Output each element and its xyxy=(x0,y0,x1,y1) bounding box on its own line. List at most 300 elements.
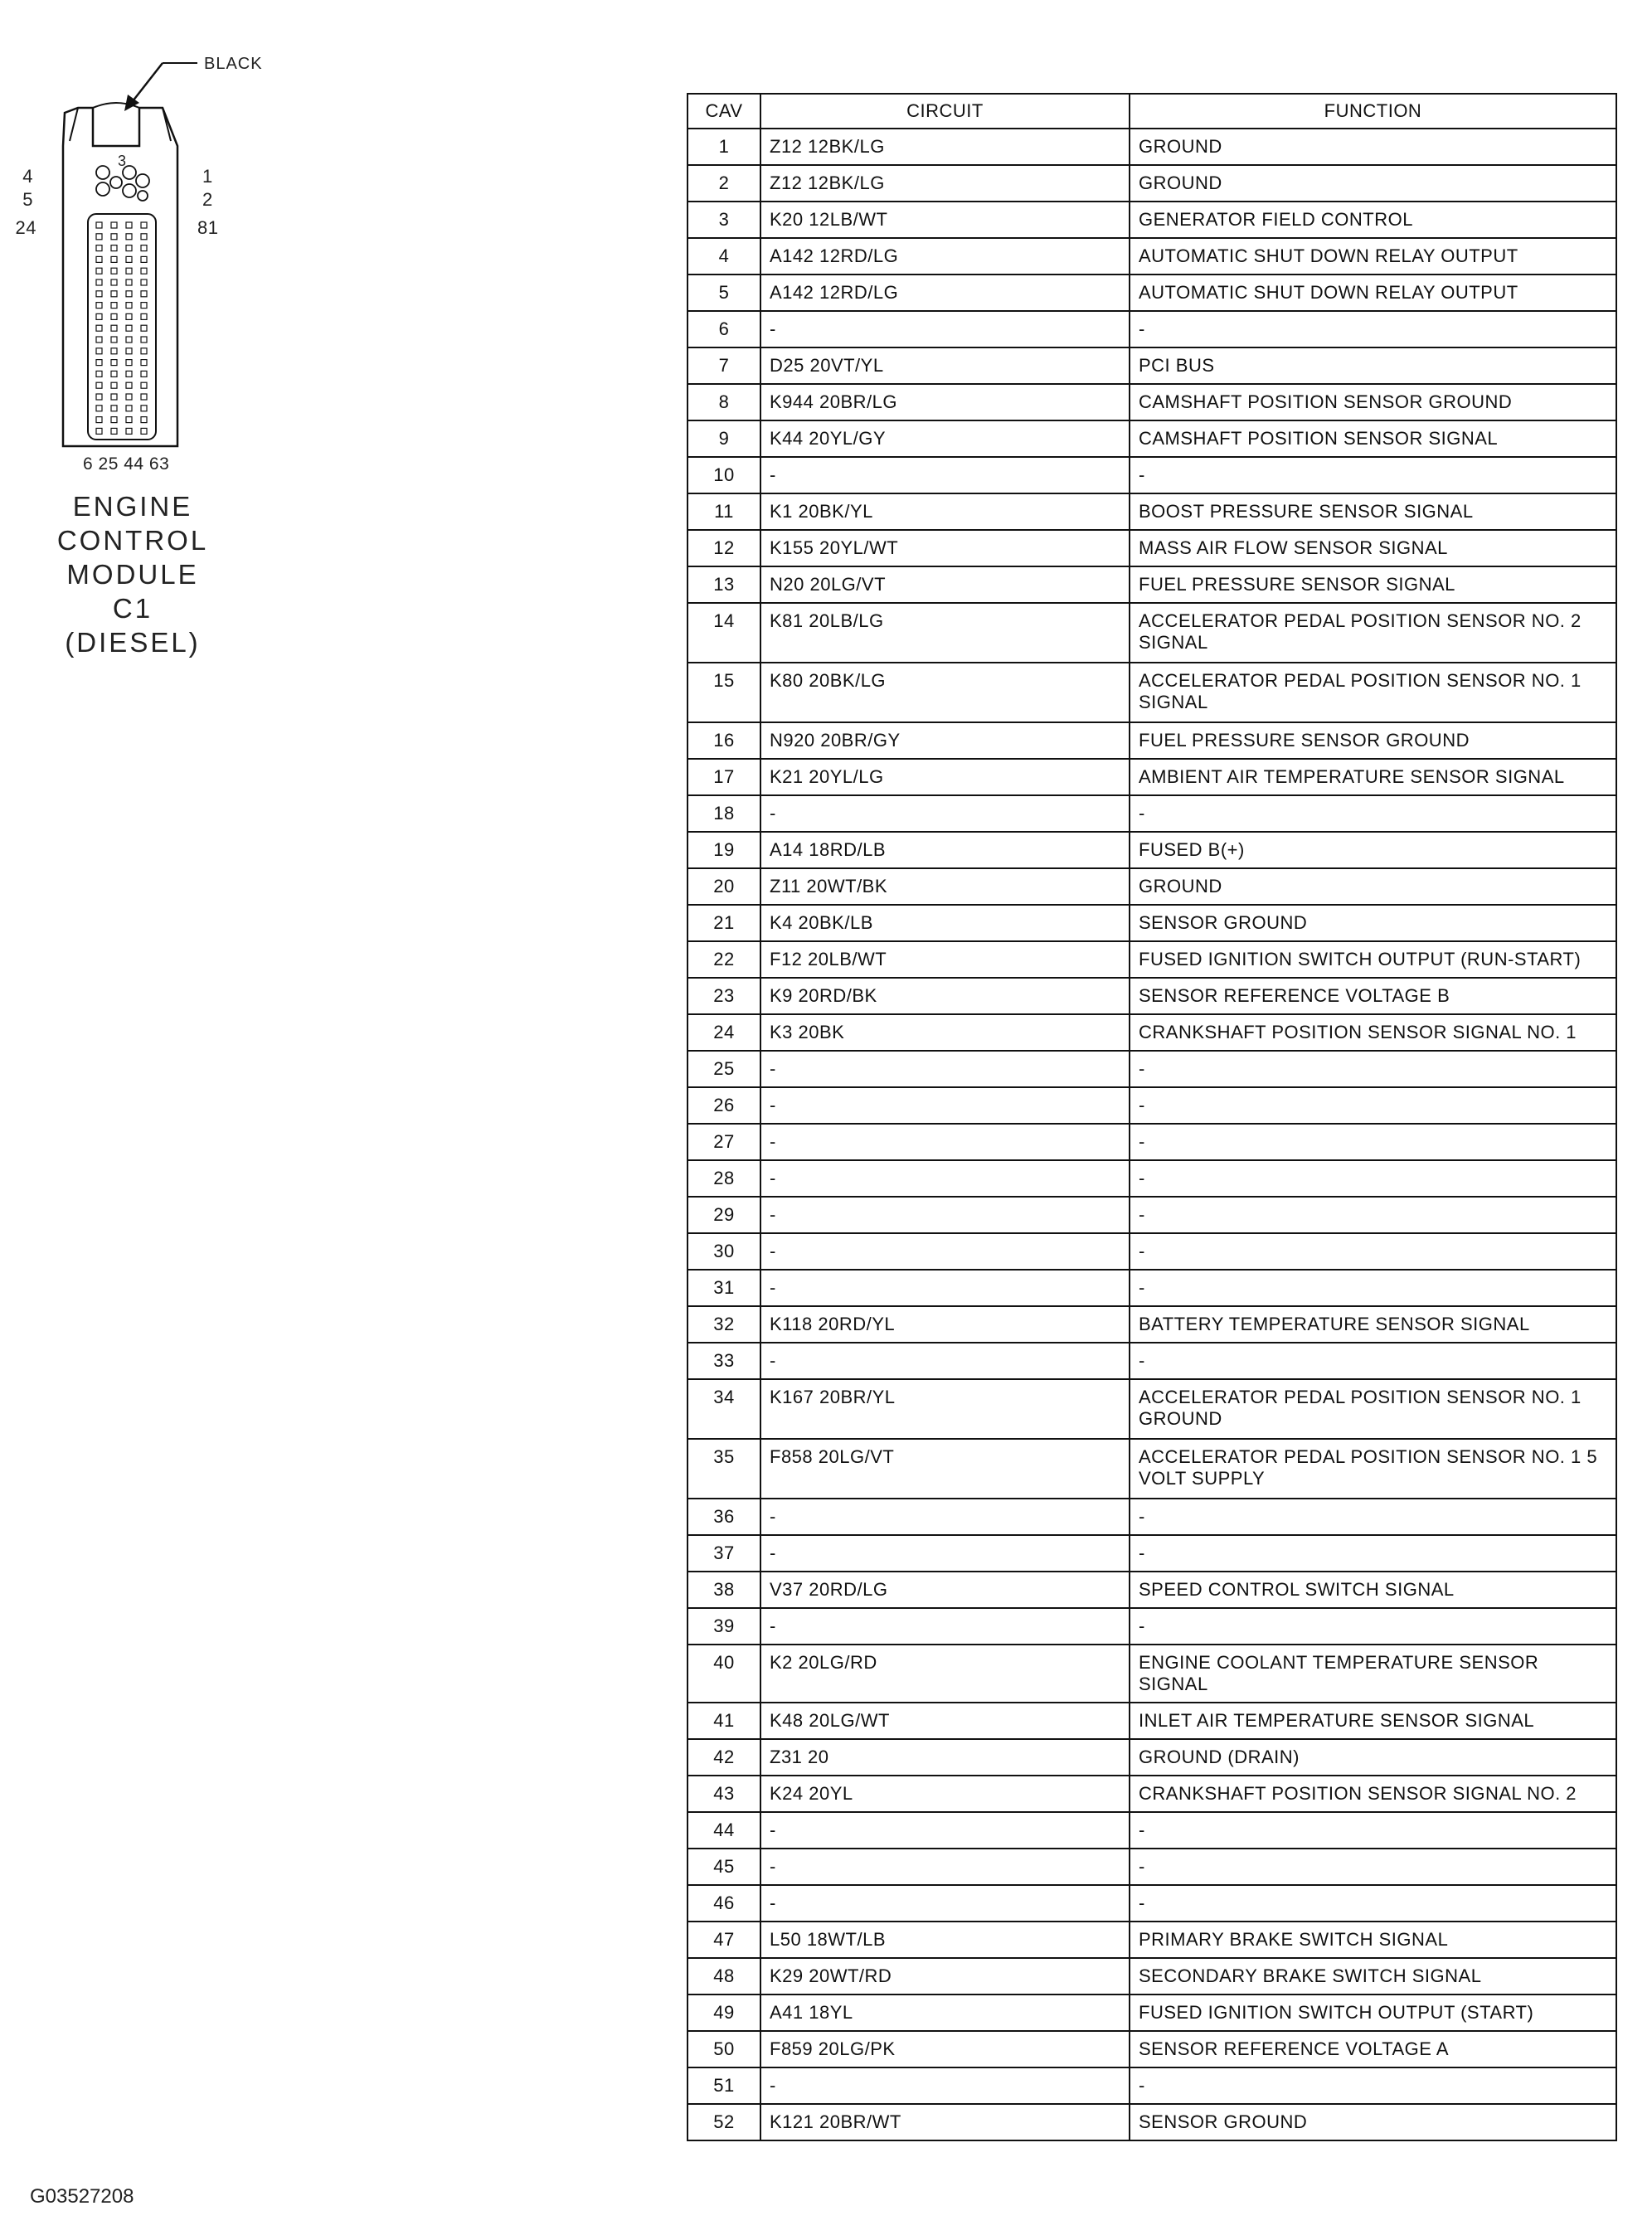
circuit-cell: K81 20LB/LG xyxy=(760,603,1130,663)
function-cell: BATTERY TEMPERATURE SENSOR SIGNAL xyxy=(1130,1306,1616,1343)
header-function: FUNCTION xyxy=(1130,94,1616,129)
table-row xyxy=(688,530,1616,566)
table-row xyxy=(688,1124,1616,1160)
cavity-terminal xyxy=(111,394,117,400)
table-row xyxy=(688,566,1616,603)
table-row xyxy=(688,2067,1616,2104)
connector-color-label: BLACK xyxy=(204,55,263,73)
circuit-cell: - xyxy=(760,1343,1130,1379)
cavity-terminal xyxy=(96,337,102,343)
cavity-terminal xyxy=(96,371,102,377)
function-cell: CRANKSHAFT POSITION SENSOR SIGNAL NO. 1 xyxy=(1130,1014,1616,1051)
table-row xyxy=(688,795,1616,832)
circuit-cell: N20 20LG/VT xyxy=(760,566,1130,603)
cav-cell: 10 xyxy=(688,457,760,493)
cav-cell: 43 xyxy=(688,1776,760,1812)
function-cell: - xyxy=(1130,1233,1616,1270)
function-cell: - xyxy=(1130,1343,1616,1379)
table-row xyxy=(688,275,1616,311)
cav-cell: 50 xyxy=(688,2031,760,2067)
function-cell: GROUND xyxy=(1130,129,1616,165)
cavity-terminal xyxy=(111,291,117,297)
function-cell: - xyxy=(1130,457,1616,493)
cavity-terminal xyxy=(126,268,132,274)
cavity-terminal xyxy=(111,325,117,331)
table-row xyxy=(688,1739,1616,1776)
circuit-cell: - xyxy=(760,1124,1130,1160)
cavity-terminal xyxy=(141,337,147,343)
cavity-terminal xyxy=(141,291,147,297)
cav-cell: 9 xyxy=(688,420,760,457)
cav-cell: 25 xyxy=(688,1051,760,1087)
circuit-cell: L50 18WT/LB xyxy=(760,1922,1130,1958)
cavity-terminal xyxy=(111,348,117,354)
table-row xyxy=(688,1233,1616,1270)
table-row xyxy=(688,384,1616,420)
cav-cell: 47 xyxy=(688,1922,760,1958)
cavity-terminal xyxy=(126,371,132,377)
circuit-cell: - xyxy=(760,1499,1130,1535)
cav-cell: 6 xyxy=(688,311,760,347)
cavity-terminal xyxy=(96,417,102,423)
function-cell: ACCELERATOR PEDAL POSITION SENSOR NO. 1 SIGNAL xyxy=(1130,663,1616,722)
cav-cell: 3 xyxy=(688,202,760,238)
table-row xyxy=(688,1439,1616,1499)
function-cell: FUSED IGNITION SWITCH OUTPUT (START) xyxy=(1130,1994,1616,2031)
cavity-terminal xyxy=(126,337,132,343)
circuit-cell: - xyxy=(760,1849,1130,1885)
cavity-terminal xyxy=(126,234,132,240)
table-row xyxy=(688,1645,1616,1703)
cav-cell: 44 xyxy=(688,1812,760,1849)
function-cell: GENERATOR FIELD CONTROL xyxy=(1130,202,1616,238)
table-row xyxy=(688,311,1616,347)
function-cell: SECONDARY BRAKE SWITCH SIGNAL xyxy=(1130,1958,1616,1994)
cavity-terminal xyxy=(126,303,132,309)
table-row xyxy=(688,759,1616,795)
cav-cell: 28 xyxy=(688,1160,760,1197)
cav-cell: 11 xyxy=(688,493,760,530)
cav-cell: 4 xyxy=(688,238,760,275)
cavity-terminal xyxy=(96,313,102,319)
table-row xyxy=(688,663,1616,722)
circuit-cell: F12 20LB/WT xyxy=(760,941,1130,978)
function-cell: - xyxy=(1130,1608,1616,1645)
cavity-terminal xyxy=(126,279,132,285)
cavity-terminal xyxy=(111,360,117,366)
cav-cell: 20 xyxy=(688,868,760,905)
cav-cell: 52 xyxy=(688,2104,760,2140)
cav-cell: 39 xyxy=(688,1608,760,1645)
cav-cell: 18 xyxy=(688,795,760,832)
function-cell: - xyxy=(1130,1270,1616,1306)
cav-cell: 15 xyxy=(688,663,760,722)
pin-number-4: 4 xyxy=(22,166,33,187)
cavity-terminal xyxy=(96,360,102,366)
circuit-cell: K3 20BK xyxy=(760,1014,1130,1051)
table-row xyxy=(688,1776,1616,1812)
cavity-terminal xyxy=(126,245,132,251)
circuit-cell: N920 20BR/GY xyxy=(760,722,1130,759)
cavity-terminal xyxy=(96,222,102,228)
table-row xyxy=(688,457,1616,493)
cavity-terminal xyxy=(111,245,117,251)
cavity-terminal xyxy=(126,360,132,366)
circuit-cell: A142 12RD/LG xyxy=(760,238,1130,275)
cav-cell: 2 xyxy=(688,165,760,202)
cavity-terminal xyxy=(111,279,117,285)
circuit-cell: - xyxy=(760,1812,1130,1849)
cavity-terminal xyxy=(96,428,102,434)
cav-cell: 30 xyxy=(688,1233,760,1270)
cav-cell: 27 xyxy=(688,1124,760,1160)
circuit-cell: - xyxy=(760,1270,1130,1306)
table-row xyxy=(688,1958,1616,1994)
cavity-terminal xyxy=(111,417,117,423)
cavity-terminal xyxy=(111,428,117,434)
circuit-cell: A14 18RD/LB xyxy=(760,832,1130,868)
circuit-cell: Z31 20 xyxy=(760,1739,1130,1776)
table-row xyxy=(688,238,1616,275)
cavity-terminal xyxy=(141,406,147,411)
function-cell: AUTOMATIC SHUT DOWN RELAY OUTPUT xyxy=(1130,275,1616,311)
cavity-terminal xyxy=(96,303,102,309)
function-cell: - xyxy=(1130,2067,1616,2104)
cavity-terminal xyxy=(126,382,132,388)
cavity-terminal xyxy=(111,337,117,343)
circuit-cell: K155 20YL/WT xyxy=(760,530,1130,566)
function-cell: SENSOR REFERENCE VOLTAGE B xyxy=(1130,978,1616,1014)
cavity-terminal xyxy=(141,394,147,400)
pin-numbers-bottom: 6 25 44 63 xyxy=(83,454,170,474)
function-cell: CAMSHAFT POSITION SENSOR SIGNAL xyxy=(1130,420,1616,457)
cavity-terminal xyxy=(96,394,102,400)
table-row xyxy=(688,1812,1616,1849)
function-cell: GROUND xyxy=(1130,868,1616,905)
figure-id: G03527208 xyxy=(30,2185,134,2208)
header-cav: CAV xyxy=(688,94,760,129)
cavity-terminal xyxy=(141,234,147,240)
function-cell: ACCELERATOR PEDAL POSITION SENSOR NO. 1 GROUND xyxy=(1130,1379,1616,1439)
table-row xyxy=(688,129,1616,165)
circuit-cell: - xyxy=(760,1087,1130,1124)
cavity-terminal xyxy=(96,406,102,411)
cav-cell: 33 xyxy=(688,1343,760,1379)
function-cell: AMBIENT AIR TEMPERATURE SENSOR SIGNAL xyxy=(1130,759,1616,795)
circuit-cell: - xyxy=(760,1535,1130,1572)
cavity-terminal xyxy=(141,417,147,423)
function-cell: FUEL PRESSURE SENSOR GROUND xyxy=(1130,722,1616,759)
pin-number-2: 2 xyxy=(202,189,213,210)
function-cell: SENSOR GROUND xyxy=(1130,905,1616,941)
cavity-terminal xyxy=(96,234,102,240)
cavity-terminal xyxy=(126,428,132,434)
function-cell: - xyxy=(1130,1885,1616,1922)
function-cell: CAMSHAFT POSITION SENSOR GROUND xyxy=(1130,384,1616,420)
circuit-cell: - xyxy=(760,311,1130,347)
circuit-cell: - xyxy=(760,1885,1130,1922)
function-cell: FUEL PRESSURE SENSOR SIGNAL xyxy=(1130,566,1616,603)
module-title-line: ENGINE xyxy=(72,491,193,522)
table-row xyxy=(688,202,1616,238)
table-row xyxy=(688,1087,1616,1124)
cavity-terminal xyxy=(111,234,117,240)
cavity-terminal xyxy=(141,256,147,262)
table-row xyxy=(688,1994,1616,2031)
circuit-cell: - xyxy=(760,1608,1130,1645)
function-cell: FUSED IGNITION SWITCH OUTPUT (RUN-START) xyxy=(1130,941,1616,978)
function-cell: INLET AIR TEMPERATURE SENSOR SIGNAL xyxy=(1130,1703,1616,1739)
function-cell: PRIMARY BRAKE SWITCH SIGNAL xyxy=(1130,1922,1616,1958)
cavity-terminal xyxy=(126,222,132,228)
function-cell: MASS AIR FLOW SENSOR SIGNAL xyxy=(1130,530,1616,566)
cavity-terminal xyxy=(141,222,147,228)
cavity-terminal xyxy=(141,348,147,354)
circuit-cell: K167 20BR/YL xyxy=(760,1379,1130,1439)
table-row xyxy=(688,347,1616,384)
circuit-cell: Z12 12BK/LG xyxy=(760,165,1130,202)
cav-cell: 41 xyxy=(688,1703,760,1739)
function-cell: PCI BUS xyxy=(1130,347,1616,384)
circuit-cell: V37 20RD/LG xyxy=(760,1572,1130,1608)
table-row xyxy=(688,722,1616,759)
cav-cell: 13 xyxy=(688,566,760,603)
function-cell: - xyxy=(1130,1124,1616,1160)
cavity-terminal xyxy=(111,382,117,388)
table-row xyxy=(688,1343,1616,1379)
cavity-terminal xyxy=(126,313,132,319)
function-cell: - xyxy=(1130,1087,1616,1124)
table-row xyxy=(688,1922,1616,1958)
function-cell: ENGINE COOLANT TEMPERATURE SENSOR SIGNAL xyxy=(1130,1645,1616,1703)
table-row xyxy=(688,165,1616,202)
module-title-line: CONTROL xyxy=(56,525,209,556)
cav-cell: 45 xyxy=(688,1849,760,1885)
cavity-terminal xyxy=(141,325,147,331)
cav-cell: 16 xyxy=(688,722,760,759)
circuit-cell: - xyxy=(760,1160,1130,1197)
function-cell: - xyxy=(1130,1849,1616,1885)
circuit-cell: K44 20YL/GY xyxy=(760,420,1130,457)
table-row xyxy=(688,941,1616,978)
function-cell: - xyxy=(1130,1812,1616,1849)
cavity-terminal xyxy=(141,371,147,377)
cav-cell: 42 xyxy=(688,1739,760,1776)
circuit-cell: - xyxy=(760,795,1130,832)
cavity-terminal xyxy=(141,382,147,388)
circuit-cell: K9 20RD/BK xyxy=(760,978,1130,1014)
cav-cell: 5 xyxy=(688,275,760,311)
table-row xyxy=(688,1572,1616,1608)
module-title-line: MODULE xyxy=(66,559,199,590)
cav-cell: 37 xyxy=(688,1535,760,1572)
cav-cell: 35 xyxy=(688,1439,760,1499)
function-cell: AUTOMATIC SHUT DOWN RELAY OUTPUT xyxy=(1130,238,1616,275)
function-cell: CRANKSHAFT POSITION SENSOR SIGNAL NO. 2 xyxy=(1130,1776,1616,1812)
pin-number-24: 24 xyxy=(15,217,36,238)
circuit-cell: - xyxy=(760,2067,1130,2104)
table-row xyxy=(688,2104,1616,2140)
circuit-cell: - xyxy=(760,1051,1130,1087)
cavity-terminal xyxy=(96,325,102,331)
cavity-terminal xyxy=(111,313,117,319)
pinout-table-wrap xyxy=(687,93,1616,2141)
cav-cell: 36 xyxy=(688,1499,760,1535)
cavity-terminal xyxy=(126,291,132,297)
cav-cell: 23 xyxy=(688,978,760,1014)
pinout-table xyxy=(687,93,1617,2141)
cavity-terminal xyxy=(96,268,102,274)
function-cell: BOOST PRESSURE SENSOR SIGNAL xyxy=(1130,493,1616,530)
header-circuit: CIRCUIT xyxy=(760,94,1130,129)
function-cell: - xyxy=(1130,1197,1616,1233)
cavity-terminal xyxy=(141,279,147,285)
table-row xyxy=(688,1014,1616,1051)
cavity-terminal xyxy=(126,417,132,423)
circuit-cell: D25 20VT/YL xyxy=(760,347,1130,384)
circuit-cell: F858 20LG/VT xyxy=(760,1439,1130,1499)
module-title-line: (DIESEL) xyxy=(65,627,201,658)
circuit-cell: K4 20BK/LB xyxy=(760,905,1130,941)
pin-number-5: 5 xyxy=(22,189,33,210)
pin-number-81: 81 xyxy=(197,217,219,238)
circuit-cell: Z11 20WT/BK xyxy=(760,868,1130,905)
table-row xyxy=(688,1703,1616,1739)
function-cell: GROUND (DRAIN) xyxy=(1130,1739,1616,1776)
circuit-cell: K80 20BK/LG xyxy=(760,663,1130,722)
connector-diagram xyxy=(0,0,348,680)
table-row xyxy=(688,1535,1616,1572)
cavity-terminal xyxy=(141,303,147,309)
cav-cell: 26 xyxy=(688,1087,760,1124)
cav-cell: 51 xyxy=(688,2067,760,2104)
cavity-terminal xyxy=(126,406,132,411)
cavity-terminal xyxy=(126,394,132,400)
table-row xyxy=(688,868,1616,905)
table-row xyxy=(688,420,1616,457)
circuit-cell: K29 20WT/RD xyxy=(760,1958,1130,1994)
cavity-terminal xyxy=(111,371,117,377)
circuit-cell: K118 20RD/YL xyxy=(760,1306,1130,1343)
cav-cell: 1 xyxy=(688,129,760,165)
cavity-terminal xyxy=(111,406,117,411)
table-row xyxy=(688,1849,1616,1885)
cav-cell: 46 xyxy=(688,1885,760,1922)
module-title-line: C1 xyxy=(112,593,153,624)
table-row xyxy=(688,1379,1616,1439)
cavity-terminal xyxy=(111,268,117,274)
circuit-cell: - xyxy=(760,1197,1130,1233)
function-cell: SENSOR GROUND xyxy=(1130,2104,1616,2140)
table-row xyxy=(688,1197,1616,1233)
circuit-cell: A41 18YL xyxy=(760,1994,1130,2031)
cavity-terminal xyxy=(141,360,147,366)
cavity-terminal xyxy=(96,382,102,388)
cav-cell: 29 xyxy=(688,1197,760,1233)
table-row xyxy=(688,1270,1616,1306)
cav-cell: 7 xyxy=(688,347,760,384)
module-title xyxy=(17,489,249,659)
table-row xyxy=(688,978,1616,1014)
cavity-terminal xyxy=(126,325,132,331)
cav-cell: 34 xyxy=(688,1379,760,1439)
function-cell: - xyxy=(1130,1051,1616,1087)
table-row xyxy=(688,1160,1616,1197)
circuit-cell: - xyxy=(760,1233,1130,1270)
cav-cell: 24 xyxy=(688,1014,760,1051)
table-row xyxy=(688,2031,1616,2067)
function-cell: SENSOR REFERENCE VOLTAGE A xyxy=(1130,2031,1616,2067)
circuit-cell: K24 20YL xyxy=(760,1776,1130,1812)
cav-cell: 8 xyxy=(688,384,760,420)
table-row xyxy=(688,832,1616,868)
table-row xyxy=(688,1051,1616,1087)
cavity-terminal xyxy=(96,291,102,297)
table-row xyxy=(688,905,1616,941)
function-cell: SPEED CONTROL SWITCH SIGNAL xyxy=(1130,1572,1616,1608)
circuit-cell: F859 20LG/PK xyxy=(760,2031,1130,2067)
cav-cell: 14 xyxy=(688,603,760,663)
cav-cell: 32 xyxy=(688,1306,760,1343)
cavity-terminal xyxy=(141,268,147,274)
circuit-cell: K2 20LG/RD xyxy=(760,1645,1130,1703)
table-row xyxy=(688,603,1616,663)
cavity-terminal xyxy=(141,428,147,434)
function-cell: ACCELERATOR PEDAL POSITION SENSOR NO. 1 5 VOLT SUPPLY xyxy=(1130,1439,1616,1499)
cav-cell: 48 xyxy=(688,1958,760,1994)
cavity-terminal xyxy=(96,348,102,354)
cav-cell: 31 xyxy=(688,1270,760,1306)
cavity-terminal xyxy=(141,245,147,251)
circuit-cell: K1 20BK/YL xyxy=(760,493,1130,530)
function-cell: ACCELERATOR PEDAL POSITION SENSOR NO. 2 SIGNAL xyxy=(1130,603,1616,663)
function-cell: - xyxy=(1130,795,1616,832)
function-cell: - xyxy=(1130,1160,1616,1197)
cav-cell: 38 xyxy=(688,1572,760,1608)
table-row xyxy=(688,1885,1616,1922)
table-header-row xyxy=(688,94,1616,129)
table-row xyxy=(688,493,1616,530)
function-cell: GROUND xyxy=(1130,165,1616,202)
cavity-terminal xyxy=(96,279,102,285)
function-cell: - xyxy=(1130,1535,1616,1572)
cavity-terminal xyxy=(96,256,102,262)
function-cell: - xyxy=(1130,311,1616,347)
cav-cell: 22 xyxy=(688,941,760,978)
function-cell: - xyxy=(1130,1499,1616,1535)
circuit-cell: K944 20BR/LG xyxy=(760,384,1130,420)
circuit-cell: K121 20BR/WT xyxy=(760,2104,1130,2140)
circuit-cell: K20 12LB/WT xyxy=(760,202,1130,238)
cavity-terminal xyxy=(111,256,117,262)
table-row xyxy=(688,1499,1616,1535)
cavity-terminal xyxy=(126,348,132,354)
circuit-cell: A142 12RD/LG xyxy=(760,275,1130,311)
circuit-cell: Z12 12BK/LG xyxy=(760,129,1130,165)
cav-cell: 12 xyxy=(688,530,760,566)
cav-cell: 21 xyxy=(688,905,760,941)
cav-cell: 49 xyxy=(688,1994,760,2031)
cavity-terminal xyxy=(141,313,147,319)
cav-cell: 19 xyxy=(688,832,760,868)
table-row xyxy=(688,1306,1616,1343)
cav-cell: 40 xyxy=(688,1645,760,1703)
cav-cell: 17 xyxy=(688,759,760,795)
cavity-terminal xyxy=(111,222,117,228)
circuit-cell: K48 20LG/WT xyxy=(760,1703,1130,1739)
cavity-terminal xyxy=(126,256,132,262)
cavity-terminal xyxy=(111,303,117,309)
